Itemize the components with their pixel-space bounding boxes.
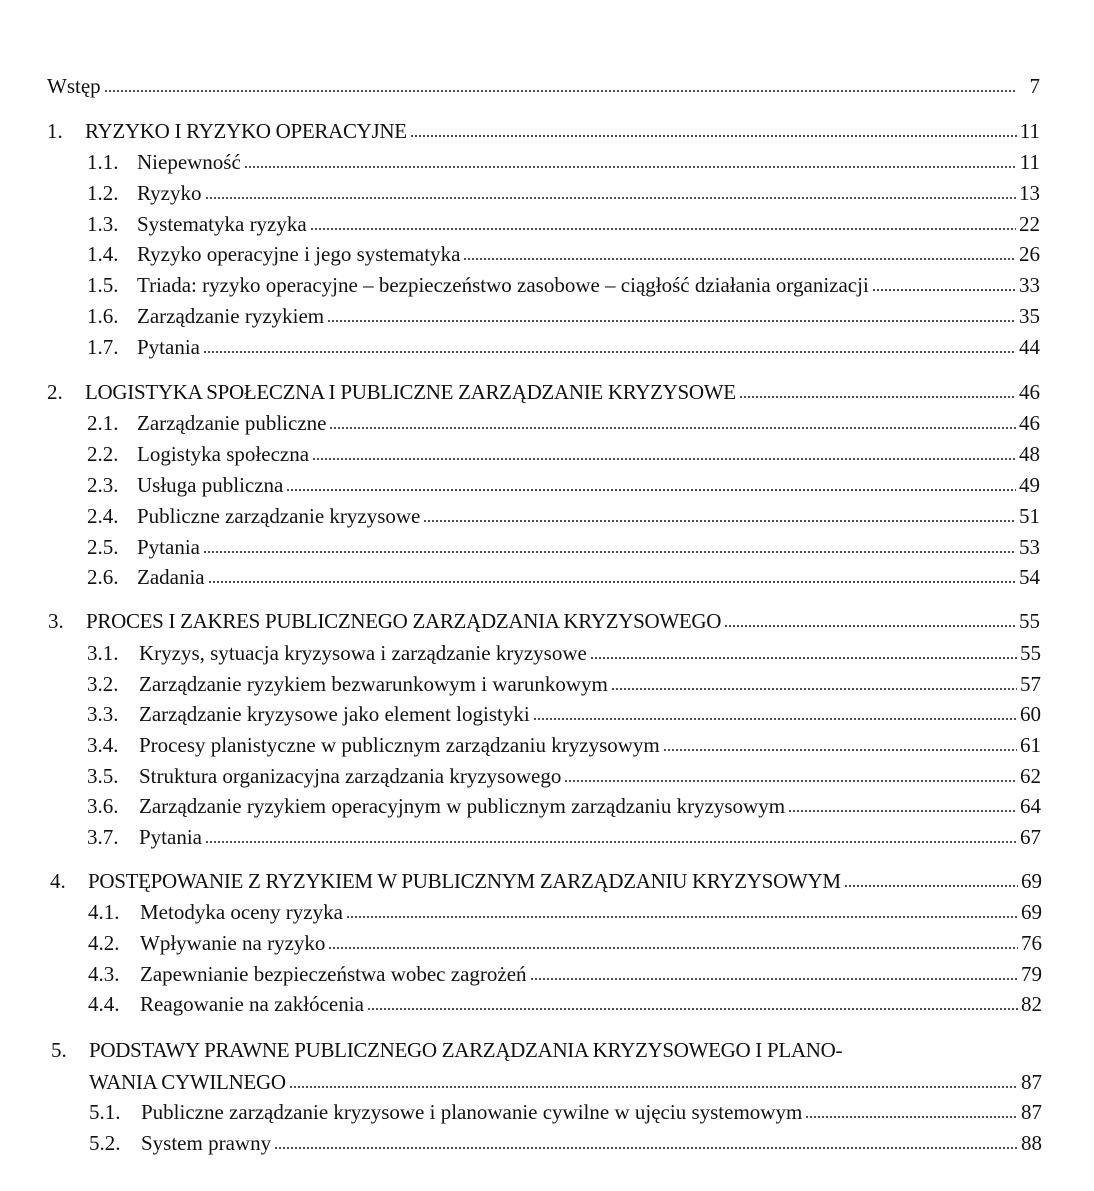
toc-entry bbox=[89, 1098, 1042, 1126]
toc-dot-leader bbox=[328, 947, 1018, 949]
toc-dot-leader bbox=[872, 289, 1016, 291]
toc-entry bbox=[87, 210, 1040, 238]
toc-entry-number: 1.7. bbox=[87, 335, 119, 359]
toc-entry bbox=[87, 148, 1040, 176]
toc-entry-number: 4.3. bbox=[88, 962, 120, 986]
toc-dot-leader bbox=[410, 135, 1017, 137]
toc-entry-row bbox=[0, 670, 1094, 698]
toc-entry bbox=[87, 823, 1041, 851]
toc-entry bbox=[87, 502, 1040, 530]
toc-entry-title: Wpływanie na ryzyko bbox=[140, 931, 326, 955]
toc-entry-row bbox=[0, 502, 1094, 530]
toc-entry-title: Wstęp bbox=[47, 74, 101, 98]
toc-dot-leader bbox=[367, 1008, 1018, 1010]
toc-entry-row bbox=[0, 990, 1094, 1018]
toc-entry-row bbox=[0, 929, 1094, 957]
toc-page-number: 69 bbox=[1021, 869, 1042, 893]
toc-entry-row bbox=[0, 179, 1094, 207]
toc-entry-title: Zadania bbox=[137, 565, 205, 589]
toc-dot-leader bbox=[274, 1147, 1018, 1149]
toc-entry-title: Struktura organizacyjna zarządzania kryzysowego bbox=[139, 764, 562, 788]
toc-entry-title: Zarządzanie ryzykiem bezwarunkowym i warunkowym bbox=[139, 672, 608, 696]
toc-entry-row bbox=[0, 333, 1094, 361]
toc-entry-title: Pytania bbox=[137, 535, 200, 559]
toc-entry bbox=[87, 302, 1040, 330]
toc-page-number: 60 bbox=[1020, 702, 1041, 726]
toc-entry-number: 2.3. bbox=[87, 473, 119, 497]
toc-dot-leader bbox=[463, 258, 1016, 260]
toc-entry-title: Ryzyko operacyjne i jego systematyka bbox=[137, 242, 461, 266]
toc-page-number: 51 bbox=[1019, 504, 1040, 528]
toc-page-number: 64 bbox=[1020, 794, 1041, 818]
toc-entry-title: Zarządzanie ryzykiem bbox=[137, 304, 325, 328]
toc-chapter-row bbox=[0, 867, 1094, 895]
toc-dot-leader bbox=[104, 90, 1017, 92]
toc-chapter-row bbox=[0, 607, 1094, 635]
toc-entry bbox=[48, 607, 1040, 635]
toc-entry-title: Metodyka oceny ryzyka bbox=[140, 900, 343, 924]
toc-entry-number: 1.1. bbox=[87, 150, 119, 174]
toc-entry-row bbox=[0, 1129, 1094, 1157]
toc-dot-leader bbox=[327, 320, 1016, 322]
toc-entry-title: Triada: ryzyko operacyjne – bezpieczeństwo zasobowe – ciągłość działania organizacji bbox=[137, 273, 869, 297]
toc-page-number: 44 bbox=[1019, 335, 1040, 359]
toc-entry-title: PODSTAWY PRAWNE PUBLICZNEGO ZARZĄDZANIA KRYZYSOWEGO I PLANO- bbox=[89, 1038, 843, 1062]
toc-page-number: 76 bbox=[1021, 931, 1042, 955]
toc-entry-number: 4.1. bbox=[88, 900, 120, 924]
toc-page-number: 67 bbox=[1020, 825, 1041, 849]
toc-entry bbox=[87, 471, 1040, 499]
toc-page-number: 11 bbox=[1019, 150, 1040, 174]
toc-dot-leader bbox=[590, 657, 1017, 659]
toc-chapter-row bbox=[0, 378, 1094, 406]
toc-page-number: 55 bbox=[1020, 641, 1041, 665]
toc-entry bbox=[50, 867, 1042, 895]
toc-entry-title: Zapewnianie bezpieczeństwa wobec zagrożeń bbox=[140, 962, 527, 986]
toc-entry-number: 5.2. bbox=[89, 1131, 121, 1155]
toc-entry bbox=[87, 563, 1040, 591]
toc-page-number: 49 bbox=[1019, 473, 1040, 497]
toc-entry-number: 3.6. bbox=[87, 794, 119, 818]
toc-page-number: 87 bbox=[1021, 1070, 1042, 1094]
toc-entry-title: Systematyka ryzyka bbox=[137, 212, 307, 236]
toc-entry-row bbox=[0, 210, 1094, 238]
toc-entry bbox=[47, 378, 1040, 406]
toc-entry-row bbox=[0, 1068, 1094, 1096]
toc-entry-number: 1.2. bbox=[87, 181, 119, 205]
toc-entry bbox=[88, 960, 1042, 988]
toc-entry-row bbox=[0, 823, 1094, 851]
toc-entry-row bbox=[0, 700, 1094, 728]
toc-entry bbox=[87, 762, 1041, 790]
toc-entry-number: 4.4. bbox=[88, 992, 120, 1016]
toc-dot-leader bbox=[844, 885, 1018, 887]
toc-dot-leader bbox=[205, 197, 1017, 199]
toc-entry-number: 1.3. bbox=[87, 212, 119, 236]
toc-page-number: 46 bbox=[1019, 411, 1040, 435]
toc-page-number: 35 bbox=[1019, 304, 1040, 328]
toc-entry bbox=[87, 333, 1040, 361]
toc-entry-number: 2.4. bbox=[87, 504, 119, 528]
toc-entry-number: 2. bbox=[47, 380, 63, 404]
toc-dot-leader bbox=[739, 396, 1016, 398]
toc-entry-title: Publiczne zarządzanie kryzysowe bbox=[137, 504, 421, 528]
toc-entry bbox=[88, 990, 1042, 1018]
toc-entry bbox=[87, 409, 1040, 437]
toc-entry-title: Usługa publiczna bbox=[137, 473, 284, 497]
toc-entry-number: 3.7. bbox=[87, 825, 119, 849]
toc-entry-title: Publiczne zarządzanie kryzysowe i planowanie cywilne w ujęciu systemowym bbox=[141, 1100, 803, 1124]
toc-entry-row bbox=[0, 762, 1094, 790]
toc-entry-number: 3.4. bbox=[87, 733, 119, 757]
toc-entry bbox=[87, 440, 1040, 468]
toc-entry-title: Pytania bbox=[139, 825, 202, 849]
toc-entry-number: 1.5. bbox=[87, 273, 119, 297]
toc-dot-leader bbox=[286, 489, 1016, 491]
toc-entry-title: RYZYKO I RYZYKO OPERACYJNE bbox=[85, 119, 407, 143]
toc-entry bbox=[89, 1129, 1042, 1157]
toc-entry bbox=[87, 700, 1041, 728]
toc-entry bbox=[89, 1068, 1042, 1096]
toc-page-number: 57 bbox=[1020, 672, 1041, 696]
toc-page-number: 87 bbox=[1021, 1100, 1042, 1124]
toc-dot-leader bbox=[724, 625, 1016, 627]
toc-entry-title: Niepewność bbox=[137, 150, 241, 174]
toc-page-number: 48 bbox=[1019, 442, 1040, 466]
toc-entry-number: 3. bbox=[48, 609, 64, 633]
toc-entry-title: Procesy planistyczne w publicznym zarządzaniu kryzysowym bbox=[139, 733, 660, 757]
toc-chapter-row bbox=[0, 1036, 1094, 1064]
toc-entry-row bbox=[0, 72, 1094, 100]
toc-entry-row bbox=[0, 639, 1094, 667]
toc-page-number: 46 bbox=[1019, 380, 1040, 404]
toc-dot-leader bbox=[788, 810, 1017, 812]
toc-dot-leader bbox=[205, 841, 1017, 843]
toc-entry-title: PROCES I ZAKRES PUBLICZNEGO ZARZĄDZANIA KRYZYSOWEGO bbox=[86, 609, 722, 633]
toc-entry-title: Zarządzanie publiczne bbox=[137, 411, 327, 435]
toc-entry-title: Logistyka społeczna bbox=[137, 442, 310, 466]
toc-dot-leader bbox=[312, 458, 1016, 460]
toc-entry-number: 4. bbox=[50, 869, 66, 893]
toc-dot-leader bbox=[423, 520, 1016, 522]
toc-entry-row bbox=[0, 533, 1094, 561]
toc-entry-row bbox=[0, 440, 1094, 468]
toc-entry bbox=[87, 179, 1040, 207]
toc-entry-title: Ryzyko bbox=[137, 181, 202, 205]
toc-entry-row bbox=[0, 731, 1094, 759]
toc-page-number: 69 bbox=[1021, 900, 1042, 924]
toc-dot-leader bbox=[310, 228, 1016, 230]
toc-entry-title: Kryzys, sytuacja kryzysowa i zarządzanie kryzysowe bbox=[139, 641, 587, 665]
toc-entry bbox=[51, 1036, 1042, 1064]
toc-entry-number: 4.2. bbox=[88, 931, 120, 955]
toc-entry bbox=[87, 670, 1041, 698]
toc-entry-title: LOGISTYKA SPOŁECZNA I PUBLICZNE ZARZĄDZANIE KRYZYSOWE bbox=[85, 380, 736, 404]
toc-entry-number: 5. bbox=[51, 1038, 67, 1062]
toc-entry bbox=[47, 117, 1040, 145]
toc-entry-number: 2.5. bbox=[87, 535, 119, 559]
toc-page-number: 33 bbox=[1019, 273, 1040, 297]
toc-entry-number: 3.5. bbox=[87, 764, 119, 788]
toc-page-number: 26 bbox=[1019, 242, 1040, 266]
toc-dot-leader bbox=[530, 978, 1018, 980]
toc-page-number: 11 bbox=[1019, 119, 1040, 143]
toc-entry-number: 1.6. bbox=[87, 304, 119, 328]
toc-entry-title: Reagowanie na zakłócenia bbox=[140, 992, 364, 1016]
toc-page-number: 22 bbox=[1019, 212, 1040, 236]
toc-dot-leader bbox=[564, 780, 1017, 782]
toc-entry-title: POSTĘPOWANIE Z RYZYKIEM W PUBLICZNYM ZARZĄDZANIU KRYZYSOWYM bbox=[88, 869, 841, 893]
toc-entry bbox=[87, 533, 1040, 561]
toc-entry-row bbox=[0, 792, 1094, 820]
toc-entry-row bbox=[0, 271, 1094, 299]
toc-entry-number: 1.4. bbox=[87, 242, 119, 266]
toc-entry-row bbox=[0, 563, 1094, 591]
toc-entry bbox=[87, 639, 1041, 667]
toc-dot-leader bbox=[805, 1116, 1018, 1118]
toc-entry-row bbox=[0, 1098, 1094, 1126]
toc-entry-title: System prawny bbox=[141, 1131, 272, 1155]
toc-dot-leader bbox=[663, 749, 1017, 751]
toc-page-number: 88 bbox=[1021, 1131, 1042, 1155]
toc-page-number: 61 bbox=[1020, 733, 1041, 757]
toc-entry-row bbox=[0, 898, 1094, 926]
toc-entry-row bbox=[0, 409, 1094, 437]
toc-entry-row bbox=[0, 471, 1094, 499]
toc-dot-leader bbox=[329, 427, 1016, 429]
toc-page-number: 79 bbox=[1021, 962, 1042, 986]
toc-dot-leader bbox=[289, 1086, 1018, 1088]
toc-entry bbox=[87, 792, 1041, 820]
toc-page-number: 82 bbox=[1021, 992, 1042, 1016]
toc-dot-leader bbox=[346, 916, 1018, 918]
toc-entry-number: 3.3. bbox=[87, 702, 119, 726]
toc-dot-leader bbox=[203, 351, 1016, 353]
toc-entry-row bbox=[0, 148, 1094, 176]
toc-entry bbox=[87, 240, 1040, 268]
toc-entry-number: 2.6. bbox=[87, 565, 119, 589]
toc-entry bbox=[47, 72, 1040, 100]
toc-entry-number: 2.2. bbox=[87, 442, 119, 466]
toc-page-number: 55 bbox=[1019, 609, 1040, 633]
toc-entry-title: Zarządzanie ryzykiem operacyjnym w publicznym zarządzaniu kryzysowym bbox=[139, 794, 786, 818]
toc-dot-leader bbox=[203, 551, 1016, 553]
toc-entry bbox=[87, 271, 1040, 299]
toc-entry-row bbox=[0, 960, 1094, 988]
toc-entry-row bbox=[0, 240, 1094, 268]
toc-entry-row bbox=[0, 302, 1094, 330]
toc-entry-title: Zarządzanie kryzysowe jako element logistyki bbox=[139, 702, 530, 726]
toc-dot-leader bbox=[208, 581, 1016, 583]
toc-dot-leader bbox=[244, 166, 1017, 168]
toc-entry-number: 5.1. bbox=[89, 1100, 121, 1124]
toc-entry-number: 2.1. bbox=[87, 411, 119, 435]
toc-page-number: 54 bbox=[1019, 565, 1040, 589]
toc-entry bbox=[87, 731, 1041, 759]
toc-page-number: 13 bbox=[1019, 181, 1040, 205]
toc-page-number: 7 bbox=[1029, 74, 1040, 98]
toc-entry-title: WANIA CYWILNEGO bbox=[89, 1070, 286, 1094]
toc-entry-number: 1. bbox=[47, 119, 63, 143]
toc-entry-number: 3.1. bbox=[87, 641, 119, 665]
toc-entry-title: Pytania bbox=[137, 335, 200, 359]
toc-entry bbox=[88, 929, 1042, 957]
toc-page-number: 62 bbox=[1020, 764, 1041, 788]
toc-dot-leader bbox=[533, 718, 1017, 720]
toc-dot-leader bbox=[611, 688, 1017, 690]
toc-entry-number: 3.2. bbox=[87, 672, 119, 696]
toc-page-number: 53 bbox=[1019, 535, 1040, 559]
toc-entry bbox=[88, 898, 1042, 926]
toc-chapter-row bbox=[0, 117, 1094, 145]
